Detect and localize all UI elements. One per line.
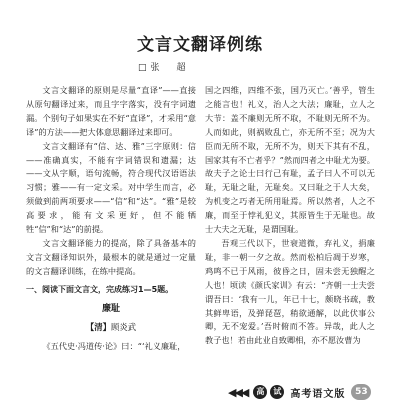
author-name: 张 超	[150, 63, 190, 73]
intro-paragraph: 文言文翻译能力的提高，除了具备基本的文言文翻译知识外，最根本的就是通过一定量的文言翻译训练，在练中提高。	[26, 237, 196, 276]
intro-paragraph: 文言文翻译的原则是尽量“直译”——直接从原句翻译过来，而且字字落实，没有字词遗漏。个别句子如果实在不好“直译”，才采用“意译”的方法——把大体意思翻译过来即可。	[26, 85, 196, 137]
article-author	[138, 60, 190, 73]
left-column	[26, 84, 196, 354]
page-number: 53	[351, 384, 371, 400]
magazine-brand: 高考语文版	[290, 388, 346, 400]
passage-text: 《五代史·冯道传·论》曰：“‘礼义廉耻，	[42, 341, 186, 352]
article-title: 文言文翻译例练	[137, 35, 263, 55]
seal-icon: 高	[253, 385, 267, 399]
page-footer	[228, 382, 378, 402]
question-heading: 一、阅读下面文言文，完成练习1—5题。	[26, 284, 174, 294]
passage-text: 国之四维，四维不张，国乃灭亡。’善乎，管生之能言也！礼义，治人之大法；廉耻，立人之大节：盖不廉则无所不取，不耻则无所不为。人而如此，则祸败乱亡，亦无所不至；况为大臣而无所不取，无所不为，则天下其有不乱，国家其有不亡者乎？”然而四者之中耻尤为要。故夫子之论士曰行己有耻，孟子曰人不可以无耻，无耻之耻，无耻矣。又曰耻之于人大矣，为机变之巧者无所用耻焉。所以然者，人之不廉，而至于悖礼犯义，其原皆生于无耻也。故士大夫之无耻，是谓国耻。	[205, 85, 375, 235]
passage-author	[26, 321, 196, 335]
arrows-icon: ◀◀◀	[228, 385, 248, 399]
seal-icon: 试	[270, 385, 284, 399]
passage-dynasty: 【清】	[85, 321, 111, 332]
passage-author-name: 顾炎武	[111, 321, 137, 332]
author-box: □	[138, 63, 151, 73]
right-column	[205, 84, 375, 348]
passage-title: 廉耻	[101, 303, 120, 314]
passage-text: 吾观三代以下，世衰道微，弃礼义，捐廉耻，非一朝一夕之故。然而松柏后凋于岁寒，鸡鸣不已于风雨，彼昏之日，固未尝无独醒之人也！顷读《颜氏家训》有云：“齐朝一士夫尝谓吾曰：‘我有一儿，年已十七，颇晓书疏，教其鲜卑语，及弹琵琶，稍欲通解，以此伏事公卿，无不宠爱。’吾时俯而不答。异哉，此人之教子也！若由此业自致卿相，亦不愿汝曹为	[205, 237, 375, 346]
intro-paragraph: 文言文翻译有“信、达、雅”三字原则：信——准确真实，不能有字词错误和遗漏；达——文从字顺，语句流畅，符合现代汉语语法习惯；雅——有一定文采。对中学生而言，必须做到前两项要求——“信”和“达”。“雅”是较高要求，能有文采更好，但不能牺牲“信”和“达”的前提。	[26, 140, 196, 235]
